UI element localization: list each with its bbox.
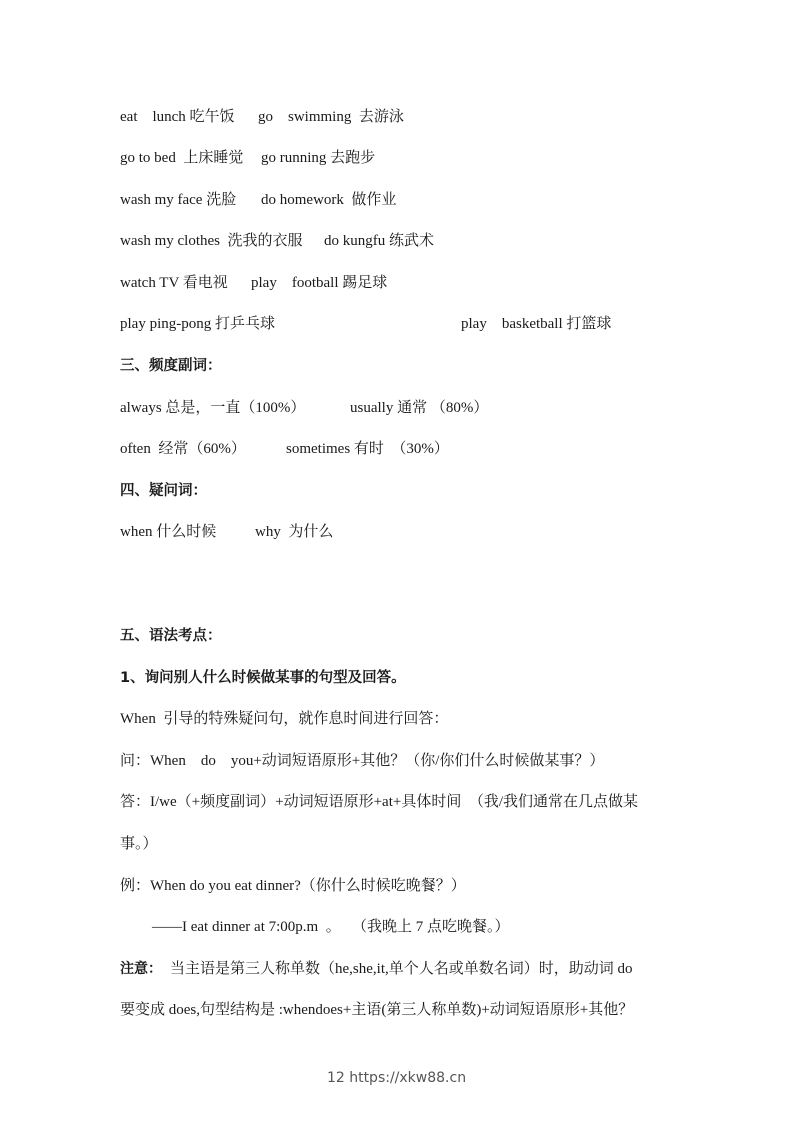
page-footer: 12 https://xkw88.cn [326,1070,467,1086]
question-word-item: why 为什么 [255,524,334,540]
note-label: 注意： [120,961,162,977]
vocab-line-3 [120,189,397,211]
vocab-line-6 [120,313,612,335]
vocab-line-5 [120,272,388,294]
adverb-line-2 [120,438,449,460]
adverb-item: always 总是，一直（100%） [120,400,306,416]
section-heading-grammar: 五、语法考点： [120,628,222,644]
vocab-phrase: go to bed 上床睡觉 [120,150,244,166]
adverb-item: usually 通常 （80%） [350,400,489,416]
grammar-intro: When 引导的特殊疑问句，就作息时间进行回答： [120,711,449,727]
example-answer: ——I eat dinner at 7:00p.m 。 （我晚上 7 点吃晚餐。） [152,919,510,935]
grammar-answer-pattern-line1: 答：I/we（+频度副词）+动词短语原形+at+具体时间 （我/我们通常在几点做某 [120,794,638,810]
vocab-phrase: play football 踢足球 [251,275,388,291]
vocab-phrase: watch TV 看电视 [120,275,228,291]
grammar-point-1-title: 1、询问别人什么时候做某事的句型及回答。 [120,670,406,686]
section-heading-frequency-adverbs: 三、频度副词： [120,358,222,374]
vocab-phrase: play basketball 打篮球 [461,316,612,332]
section-heading-question-words: 四、疑问词： [120,483,207,499]
vocab-phrase: eat lunch 吃午饭 [120,109,235,125]
vocab-line-2 [120,147,376,169]
note-text: 当主语是第三人称单数（he,she,it,单个人名或单数名词）时，助动词 do [170,961,633,977]
note-line-2: 要变成 does,句型结构是 :whendoes+主语(第三人称单数)+动词短语原形+其他？ [120,1002,634,1018]
question-word-line [120,521,334,543]
vocab-line-1 [120,106,404,128]
vocab-phrase: wash my face 洗脸 [120,192,237,208]
vocab-phrase: do homework 做作业 [261,192,397,208]
grammar-answer-pattern-line2: 事。） [120,836,158,852]
vocab-phrase: wash my clothes 洗我的衣服 [120,233,303,249]
note-line-1 [120,958,633,980]
question-word-item: when 什么时候 [120,524,217,540]
adverb-item: sometimes 有时 （30%） [286,441,449,457]
adverb-item: often 经常（60%） [120,441,246,457]
vocab-line-4 [120,230,434,252]
vocab-phrase: play ping-pong 打乒乓球 [120,316,275,332]
vocab-phrase: do kungfu 练武术 [324,233,434,249]
vocab-phrase: go running 去跑步 [261,150,376,166]
vocab-phrase: go swimming 去游泳 [258,109,404,125]
adverb-line-1 [120,397,489,419]
grammar-question-pattern: 问：When do you+动词短语原形+其他？（你/你们什么时候做某事？） [120,753,605,769]
example-question: 例：When do you eat dinner?（你什么时候吃晚餐？） [120,878,466,894]
